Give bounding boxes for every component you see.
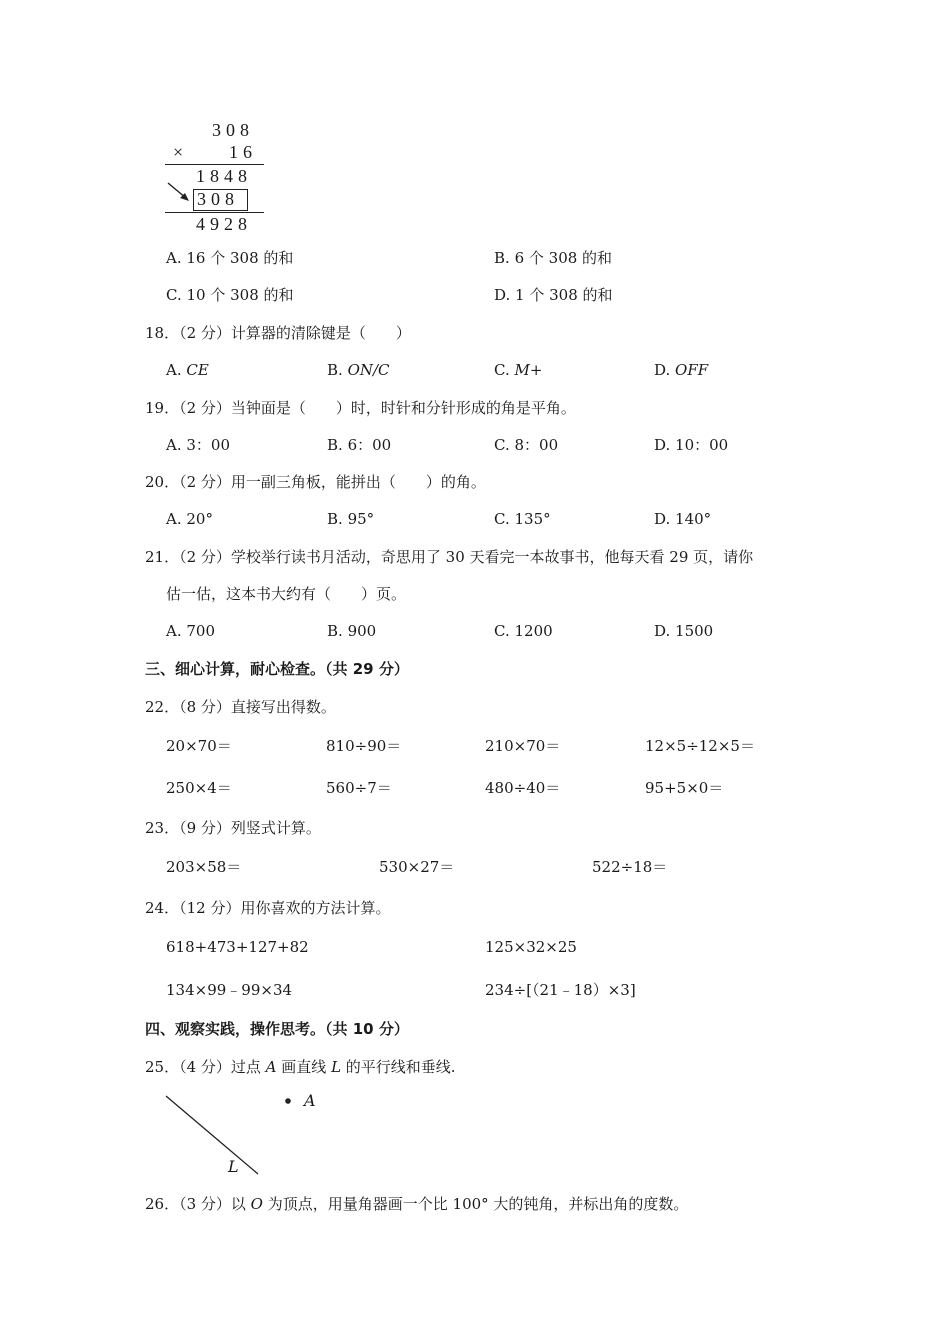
q22-item: 20×70＝ xyxy=(166,737,232,755)
times-sign: × xyxy=(173,142,189,162)
q18-option-d[interactable]: D. OFF xyxy=(654,361,709,379)
section-4-heading: 四、观察实践，操作思考。（共 10 分） xyxy=(145,1020,409,1038)
q20-option-b[interactable]: B. 95° xyxy=(327,510,375,528)
q18-stem: 18．（2 分）计算器的清除键是（ ） xyxy=(145,324,411,342)
q24-item: 134×99﹣99×34 xyxy=(166,981,293,999)
q19-option-b[interactable]: B. 6：00 xyxy=(327,436,392,454)
q23-item: 522÷18＝ xyxy=(592,858,668,876)
q22-item: 560÷7＝ xyxy=(326,779,392,797)
q17-option-b[interactable]: B. 6 个 308 的和 xyxy=(494,249,613,267)
q22-item: 480÷40＝ xyxy=(485,779,561,797)
q21-option-c[interactable]: C. 1200 xyxy=(494,622,553,640)
q24-stem: 24．（12 分）用你喜欢的方法计算。 xyxy=(145,899,391,917)
q19-option-a[interactable]: A. 3：00 xyxy=(166,436,231,454)
q22-item: 810÷90＝ xyxy=(326,737,402,755)
mult-second: 16 xyxy=(229,142,257,162)
q17-option-a[interactable]: A. 16 个 308 的和 xyxy=(166,249,294,267)
label-line-l: L xyxy=(228,1157,239,1176)
q18-option-c[interactable]: C. M+ xyxy=(494,361,543,379)
q24-item: 234÷[（21﹣18）×3] xyxy=(485,981,636,999)
q21-option-d[interactable]: D. 1500 xyxy=(654,622,714,640)
q19-option-c[interactable]: C. 8：00 xyxy=(494,436,559,454)
q25-stem: 25．（4 分）过点 A 画直线 L 的平行线和垂线. xyxy=(145,1058,456,1076)
q24-item: 125×32×25 xyxy=(485,938,577,956)
rule-line-2 xyxy=(165,212,264,213)
q22-item: 210×70＝ xyxy=(485,737,561,755)
q24-item: 618+473+127+82 xyxy=(166,938,309,956)
section-3-heading: 三、细心计算，耐心检查。（共 29 分） xyxy=(145,660,409,678)
q21-stem-line1: 21．（2 分）学校举行读书月活动，奇思用了 30 天看完一本故事书，他每天看 29 页，请你 xyxy=(145,548,754,566)
mult-top: 308 xyxy=(212,120,254,140)
product-result: 4928 xyxy=(196,214,252,234)
q21-stem-line2: 估一估，这本书大约有（ ）页。 xyxy=(166,585,407,603)
q22-item: 250×4＝ xyxy=(166,779,232,797)
line-l xyxy=(166,1096,258,1174)
q20-option-d[interactable]: D. 140° xyxy=(654,510,712,528)
q17-option-c[interactable]: C. 10 个 308 的和 xyxy=(166,286,294,304)
q21-option-a[interactable]: A. 700 xyxy=(166,622,216,640)
q20-stem: 20．（2 分）用一副三角板，能拼出（ ）的角。 xyxy=(145,473,486,491)
q26-stem: 26．（3 分）以 O 为顶点，用量角器画一个比 100° 大的钝角，并标出角的度数。 xyxy=(145,1195,689,1213)
q23-item: 530×27＝ xyxy=(379,858,455,876)
label-point-a: A xyxy=(304,1091,316,1110)
rule-line-1 xyxy=(165,164,264,165)
q22-item: 95+5×0＝ xyxy=(645,779,724,797)
partial-product-2: 308 xyxy=(197,189,239,209)
q22-stem: 22．（8 分）直接写出得数。 xyxy=(145,698,336,716)
q20-option-c[interactable]: C. 135° xyxy=(494,510,551,528)
q23-item: 203×58＝ xyxy=(166,858,242,876)
q21-option-b[interactable]: B. 900 xyxy=(327,622,377,640)
q18-option-b[interactable]: B. ON/C xyxy=(327,361,390,379)
q23-stem: 23．（9 分）列竖式计算。 xyxy=(145,819,321,837)
q22-item: 12×5÷12×5＝ xyxy=(645,737,755,755)
q19-stem: 19．（2 分）当钟面是（ ）时，时针和分针形成的角是平角。 xyxy=(145,399,576,417)
q20-option-a[interactable]: A. 20° xyxy=(166,510,213,528)
point-a xyxy=(285,1098,291,1104)
q19-option-d[interactable]: D. 10：00 xyxy=(654,436,729,454)
partial-product-1: 1848 xyxy=(196,166,252,186)
q18-option-a[interactable]: A. CE xyxy=(166,361,209,379)
arrow-icon xyxy=(166,181,192,203)
q17-option-d[interactable]: D. 1 个 308 的和 xyxy=(494,286,613,304)
